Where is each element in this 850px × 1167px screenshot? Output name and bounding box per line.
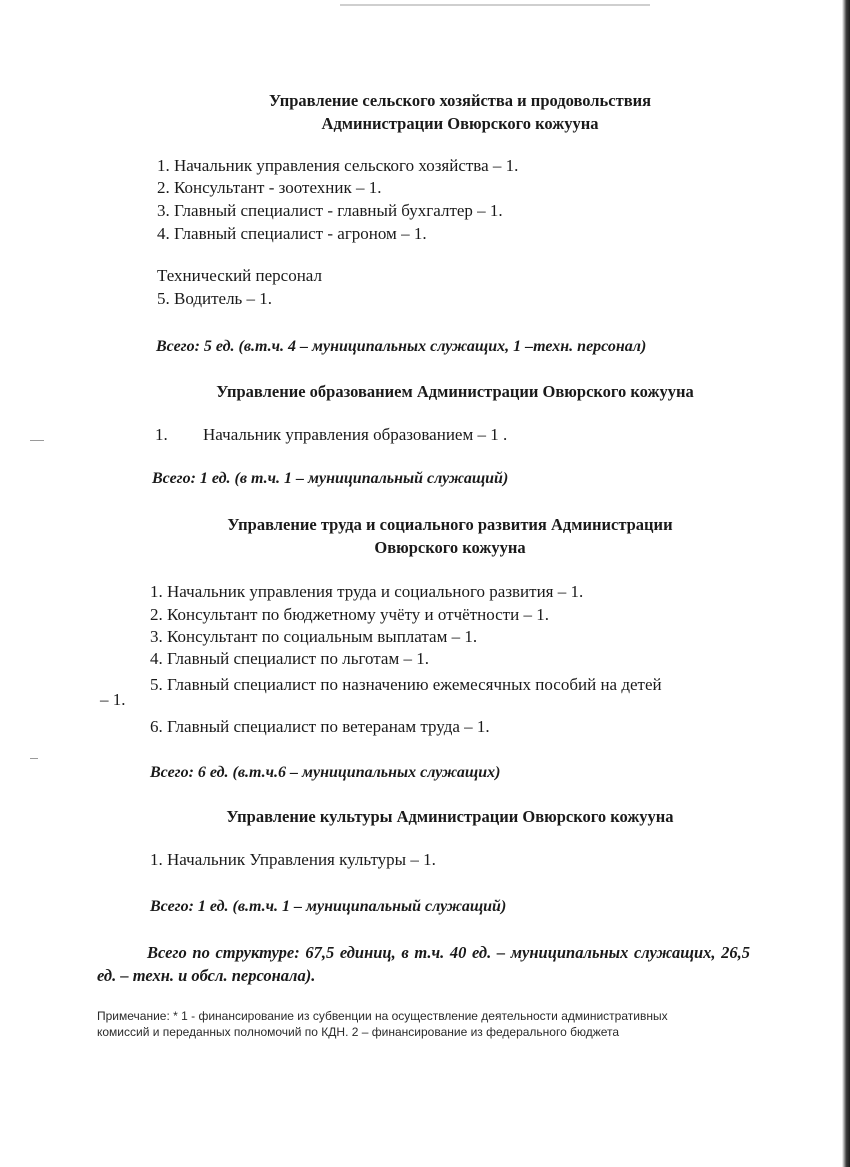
list-item: Начальник управления образованием – 1 .: [203, 425, 508, 444]
list-item: 4. Главный специалист по льготам – 1.: [150, 649, 429, 668]
list-item: 3. Консультант по социальным выплатам – 1.: [150, 627, 478, 646]
list-item: 2. Консультант - зоотехник – 1.: [157, 178, 382, 197]
footnote: Примечание: * 1 - финансирование из субвенции на осуществление деятельности административных комиссий и переданных полномочий по КДН. 2 – финансирование из федерального бюджета: [97, 1009, 668, 1039]
list-item-number: 1.: [155, 425, 168, 444]
list-item: 5. Главный специалист по назначению ежемесячных пособий на детей: [150, 675, 662, 694]
list-item: 1. Начальник Управления культуры – 1.: [150, 850, 436, 869]
list-item: 1. Начальник управления сельского хозяйства – 1.: [157, 156, 519, 175]
list-item-continuation: – 1.: [100, 690, 126, 709]
list-item: 6. Главный специалист по ветеранам труда – 1.: [150, 717, 490, 736]
section3-title-line2: Овюрского кожууна: [374, 538, 526, 557]
scan-mark: [30, 758, 38, 759]
section1-subheading: Технический персонал: [157, 266, 322, 285]
section2-title: Управление образованием Администрации Овюрского кожууна: [216, 382, 694, 401]
grand-total: Всего по структуре: 67,5 единиц, в т.ч. 40 ед. – муниципальных служащих, 26,5 ед. – техн. и обсл. персонала).: [97, 943, 750, 985]
list-item: 1. Начальник управления труда и социального развития – 1.: [150, 582, 584, 601]
section1-title-line2: Администрации Овюрского кожууна: [321, 114, 599, 133]
list-item: 5. Водитель – 1.: [157, 289, 273, 308]
scan-mark: [30, 440, 44, 441]
section3-total: Всего: 6 ед. (в.т.ч.6 – муниципальных служащих): [150, 764, 501, 781]
list-item: 3. Главный специалист - главный бухгалтер – 1.: [157, 201, 503, 220]
list-item: 4. Главный специалист - агроном – 1.: [157, 224, 427, 243]
section1-title-line1: Управление сельского хозяйства и продовольствия: [268, 91, 652, 110]
scan-artifact-top: [340, 4, 650, 6]
scan-edge-shadow: [842, 0, 850, 1167]
section4-title: Управление культуры Администрации Овюрского кожууна: [226, 807, 674, 826]
list-item: 2. Консультант по бюджетному учёту и отчётности – 1.: [150, 605, 549, 624]
section4-total: Всего: 1 ед. (в.т.ч. 1 – муниципальный служащий): [150, 898, 507, 915]
section2-total: Всего: 1 ед. (в т.ч. 1 – муниципальный служащий): [152, 470, 509, 487]
section3-title-line1: Управление труда и социального развития Администрации: [227, 515, 673, 534]
section1-total: Всего: 5 ед. (в.т.ч. 4 – муниципальных служащих, 1 –техн. персонал): [156, 338, 647, 355]
